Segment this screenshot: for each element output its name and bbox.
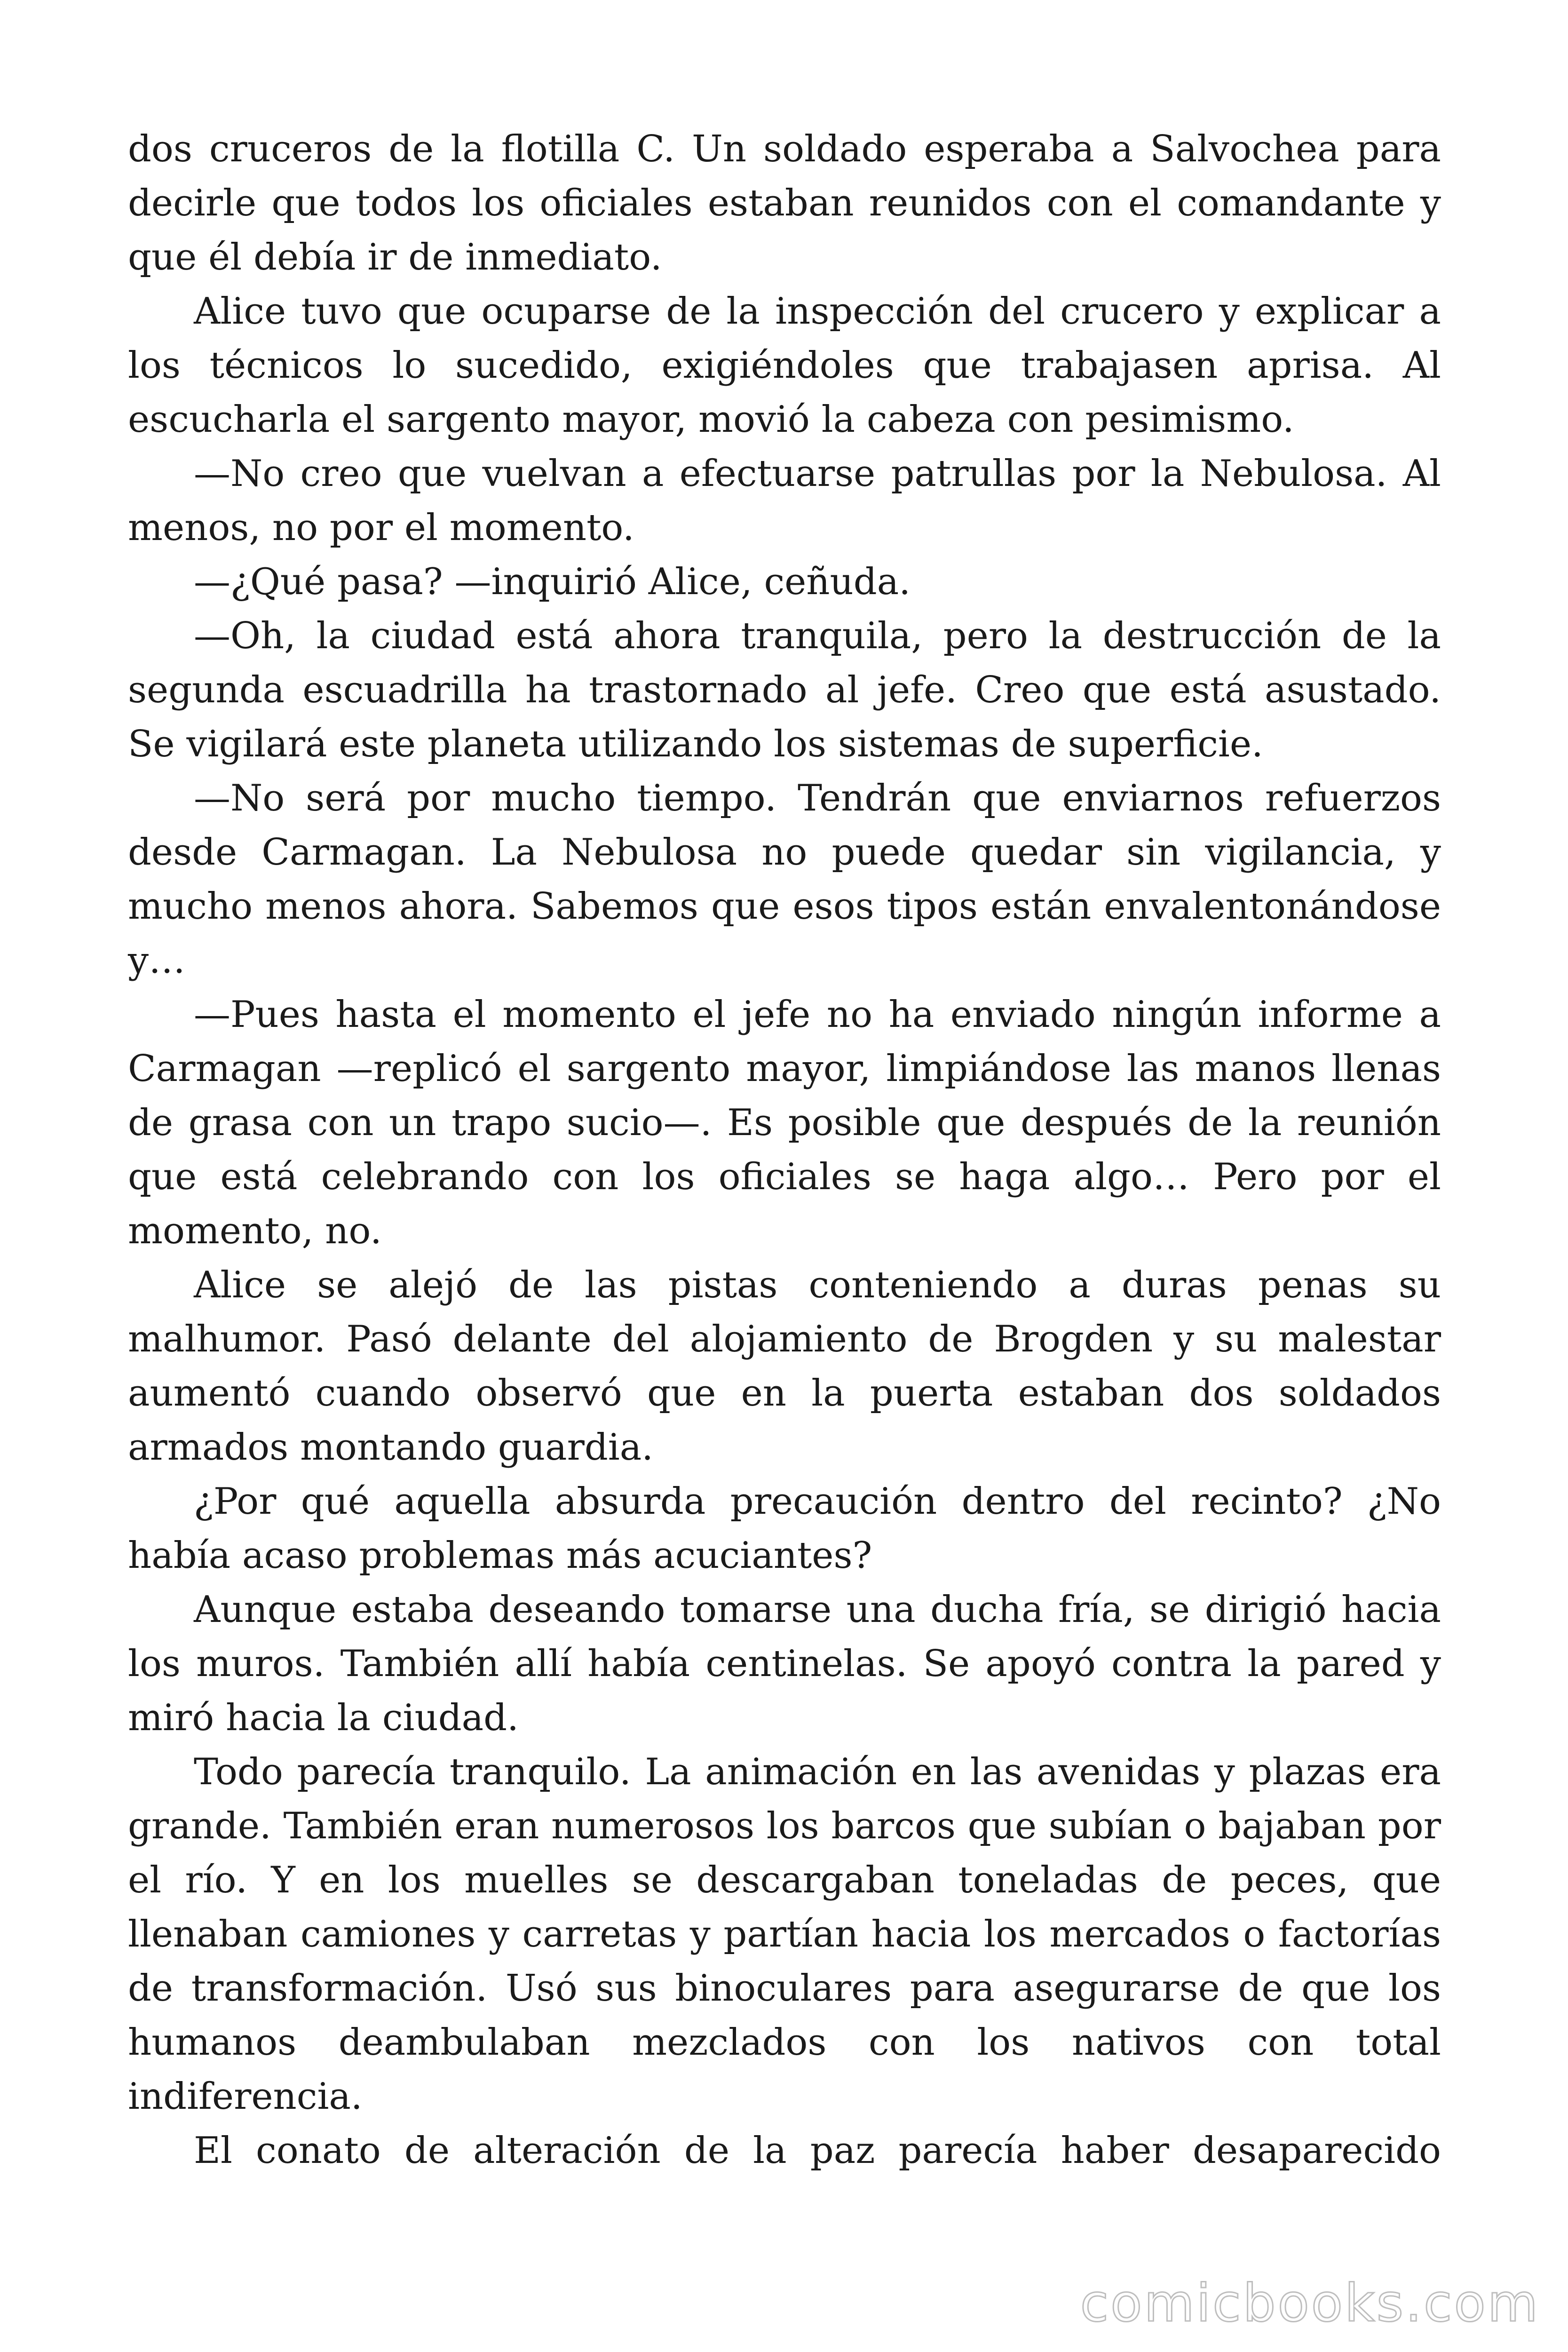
paragraph: —¿Qué pasa? —inquirió Alice, ceñuda. (194, 561, 911, 603)
page-text (128, 122, 1441, 2178)
paragraph: dos cruceros de la flotilla C. Un soldado esperaba a Salvochea para decirle que todos los oficiales estaban reunidos con el comandante y que él debía ir de inmediato. (128, 128, 1441, 278)
paragraph: Alice tuvo que ocuparse de la inspección del crucero y explicar a los técnicos lo sucedido, exigiéndoles que trabajasen aprisa. Al escucharla el sargento mayor, movió la cabeza con pesimismo. (128, 290, 1441, 441)
paragraph: Alice se alejó de las pistas conteniendo a duras penas su malhumor. Pasó delante del alojamiento de Brogden y su malestar aumentó cuando observó que en la puerta estaban dos soldados armados montando guardia. (128, 1264, 1441, 1469)
paragraph: —Pues hasta el momento el jefe no ha enviado ningún informe a Carmagan —replicó el sargento mayor, limpiándose las manos llenas de grasa con un trapo sucio—. Es posible que después de la reunión que está celebrando con los oficiales se haga algo… Pero por el momento, no. (128, 993, 1441, 1252)
paragraph: —Oh, la ciudad está ahora tranquila, pero la destrucción de la segunda escuadrilla ha trastornado al jefe. Creo que está asustado. Se vigilará este planeta utilizando los sistemas de superficie. (128, 615, 1441, 765)
paragraph: Todo parecía tranquilo. La animación en las avenidas y plazas era grande. También eran numerosos los barcos que subían o bajaban por el río. Y en los muelles se descargaban toneladas de peces, que llenaban camiones y carretas y partían hacia los mercados o factorías de transformación. Usó sus binoculares para asegurarse de que los humanos deambulaban mezclados con los nativos con total indiferencia. (128, 1751, 1441, 2118)
paragraph: —No será por mucho tiempo. Tendrán que enviarnos refuerzos desde Carmagan. La Nebulosa no puede quedar sin vigilancia, y mucho menos ahora. Sabemos que esos tipos están envalentonándose y… (128, 777, 1441, 982)
paragraph: ¿Por qué aquella absurda precaución dentro del recinto? ¿No había acaso problemas más acuciantes? (128, 1480, 1441, 1577)
paragraph: —No creo que vuelvan a efectuarse patrullas por la Nebulosa. Al menos, no por el momento. (128, 453, 1441, 549)
paragraph: Aunque estaba deseando tomarse una ducha fría, se dirigió hacia los muros. También allí había centinelas. Se apoyó contra la pared y miró hacia la ciudad. (128, 1589, 1441, 1739)
paragraph: El conato de alteración de la paz parecía haber desaparecido (194, 2130, 1441, 2172)
watermark: comicbooks.com (1080, 2273, 1540, 2333)
